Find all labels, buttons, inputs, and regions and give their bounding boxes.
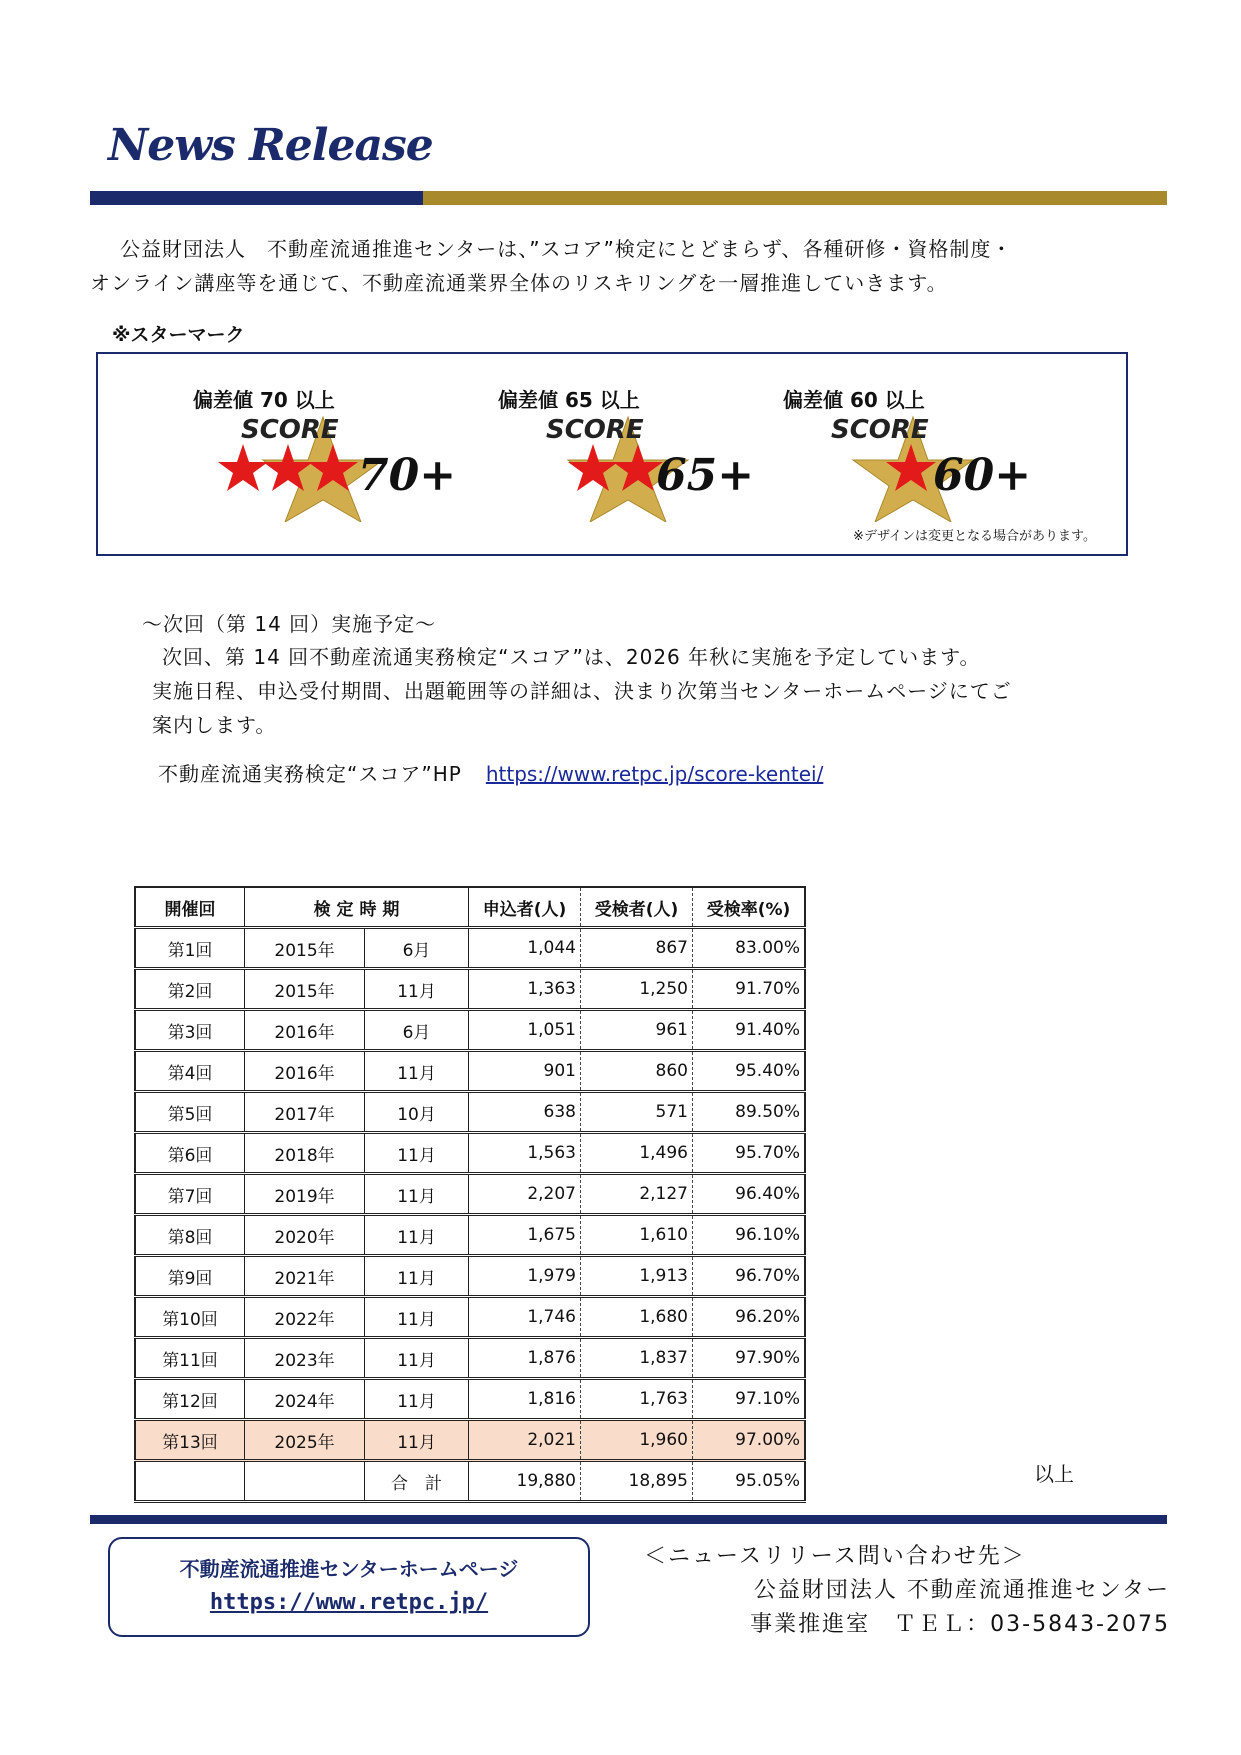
cell-month: 6月 [365,1010,469,1051]
cell-year: 2019年 [245,1174,365,1215]
cell-year: 2025年 [245,1420,365,1461]
news-release-title: News Release [108,120,433,171]
score-hp-line [158,758,823,787]
cell-examinees: 571 [581,1092,693,1133]
cell-applicants: 2,021 [469,1420,581,1461]
star-badge-60 [783,384,1063,534]
score-65-star-icon [518,412,768,522]
cell-examinees: 1,960 [581,1420,693,1461]
cell-applicants: 1,044 [469,928,581,969]
homepage-box [108,1537,590,1637]
cell-year: 2015年 [245,969,365,1010]
cell-examinees: 1,250 [581,969,693,1010]
cell-applicants: 2,207 [469,1174,581,1215]
contact-block [640,1540,1170,1642]
cell-examinees: 1,763 [581,1379,693,1420]
cell-month: 11月 [365,969,469,1010]
cell-examinees: 860 [581,1051,693,1092]
intro-paragraph [90,232,1170,300]
cell-rate: 89.50% [693,1092,806,1133]
table-row [135,1215,805,1256]
header-period: 検 定 時 期 [245,887,469,928]
table-row [135,969,805,1010]
cell-month: 11月 [365,1420,469,1461]
score-60-star-icon [803,412,1053,522]
cell-month: 11月 [365,1256,469,1297]
next-exam-body [152,640,1112,742]
score-word: SCORE [546,415,644,445]
cell-rate: 95.40% [693,1051,806,1092]
cell-applicants: 1,563 [469,1133,581,1174]
cell-empty [135,1461,245,1502]
contact-heading: ＜ニュースリリース問い合わせ先＞ [644,1544,1026,1569]
cell-applicants: 1,675 [469,1215,581,1256]
table-row [135,1092,805,1133]
cell-month: 11月 [365,1379,469,1420]
cell-month: 11月 [365,1297,469,1338]
table-row [135,1256,805,1297]
next-exam-line-1: 次回、第 14 回不動産流通実務検定“スコア”は、2026 年秋に実施を予定しています。 [162,645,981,669]
intro-line-2: オンライン講座等を通じて、不動産流通業界全体のリスキリングを一層推進していきます。 [90,271,948,295]
cell-round: 第13回 [135,1420,245,1461]
table-row [135,1051,805,1092]
next-exam-heading: ～次回（第 14 回）実施予定～ [142,612,437,636]
header-rate: 受検率(%) [693,887,806,928]
cell-month: 11月 [365,1051,469,1092]
cell-round: 第11回 [135,1338,245,1379]
cell-empty [245,1461,365,1502]
star-badge-70 [193,384,473,534]
table-row [135,1379,805,1420]
score-70-star-icon [213,412,463,522]
table-body [135,928,805,1502]
cell-round: 第6回 [135,1133,245,1174]
next-exam-line-3: 案内します。 [152,713,277,737]
contact-org: 公益財団法人 不動産流通推進センター [753,1578,1170,1603]
badge-label: 偏差値 70 以上 [193,388,335,412]
cell-applicants: 1,876 [469,1338,581,1379]
intro-line-1: 公益財団法人 不動産流通推進センターは、”スコア”検定にとどまらず、各種研修・資格制度・ [120,237,1013,261]
score-hp-label: 不動産流通実務検定“スコア”HP [158,762,462,786]
cell-rate: 96.40% [693,1174,806,1215]
cell-examinees: 961 [581,1010,693,1051]
cell-year: 2016年 [245,1010,365,1051]
closing-text: 以上 [1034,1462,1074,1486]
next-exam-line-2: 実施日程、申込受付期間、出題範囲等の詳細は、決まり次第当センターホームページにてご [152,679,1012,703]
cell-examinees: 867 [581,928,693,969]
cell-year: 2022年 [245,1297,365,1338]
cell-rate: 97.90% [693,1338,806,1379]
contact-dept: 事業推進室 ＴＥＬ：03-5843-2075 [750,1612,1170,1637]
header-round: 開催回 [135,887,245,928]
cell-rate: 97.00% [693,1420,806,1461]
cell-total-examinees: 18,895 [581,1461,693,1502]
score-value: 60+ [933,450,1032,501]
cell-applicants: 1,363 [469,969,581,1010]
cell-round: 第9回 [135,1256,245,1297]
cell-round: 第5回 [135,1092,245,1133]
table-row [135,1297,805,1338]
cell-rate: 95.70% [693,1133,806,1174]
score-value: 70+ [358,450,457,501]
header-bar-navy [90,191,423,205]
cell-applicants: 1,979 [469,1256,581,1297]
cell-round: 第2回 [135,969,245,1010]
cell-month: 6月 [365,928,469,969]
cell-year: 2021年 [245,1256,365,1297]
cell-month: 11月 [365,1215,469,1256]
cell-year: 2017年 [245,1092,365,1133]
cell-total-applicants: 19,880 [469,1461,581,1502]
cell-year: 2023年 [245,1338,365,1379]
homepage-title: 不動産流通推進センターホームページ [179,1557,519,1581]
cell-applicants: 1,051 [469,1010,581,1051]
cell-month: 11月 [365,1133,469,1174]
score-word: SCORE [241,415,339,445]
design-note: ※デザインは変更となる場合があります。 [853,529,1096,544]
cell-rate: 83.00% [693,928,806,969]
cell-month: 10月 [365,1092,469,1133]
score-word: SCORE [831,415,929,445]
cell-year: 2016年 [245,1051,365,1092]
cell-round: 第12回 [135,1379,245,1420]
table-row [135,1010,805,1051]
cell-applicants: 1,746 [469,1297,581,1338]
cell-round: 第8回 [135,1215,245,1256]
table-header-row [135,887,805,928]
cell-rate: 91.40% [693,1010,806,1051]
cell-rate: 96.70% [693,1256,806,1297]
cell-total-label: 合 計 [365,1461,469,1502]
cell-year: 2015年 [245,928,365,969]
cell-round: 第3回 [135,1010,245,1051]
cell-examinees: 1,913 [581,1256,693,1297]
table-row [135,1420,805,1461]
cell-rate: 91.70% [693,969,806,1010]
cell-rate: 97.10% [693,1379,806,1420]
cell-year: 2020年 [245,1215,365,1256]
cell-rate: 96.10% [693,1215,806,1256]
cell-examinees: 1,680 [581,1297,693,1338]
score-value: 65+ [656,450,755,501]
homepage-link[interactable]: https://www.retpc.jp/ [209,1590,489,1615]
cell-round: 第1回 [135,928,245,969]
cell-round: 第10回 [135,1297,245,1338]
badge-label: 偏差値 65 以上 [498,388,640,412]
cell-round: 第4回 [135,1051,245,1092]
cell-examinees: 1,496 [581,1133,693,1174]
cell-round: 第7回 [135,1174,245,1215]
star-mark-heading: ※スターマーク [112,324,245,346]
cell-year: 2024年 [245,1379,365,1420]
table-row [135,1174,805,1215]
cell-applicants: 638 [469,1092,581,1133]
cell-examinees: 1,837 [581,1338,693,1379]
badge-label: 偏差値 60 以上 [783,388,925,412]
table-row [135,928,805,969]
header-bar-gold [423,191,1167,205]
cell-month: 11月 [365,1174,469,1215]
star-mark-box [96,352,1128,556]
header-examinees: 受検者(人) [581,887,693,928]
cell-applicants: 1,816 [469,1379,581,1420]
star-badge-65 [498,384,778,534]
table-total-row [135,1461,805,1502]
header-applicants: 申込者(人) [469,887,581,928]
cell-applicants: 901 [469,1051,581,1092]
score-hp-link[interactable]: https://www.retpc.jp/score-kentei/ [485,762,824,786]
cell-examinees: 1,610 [581,1215,693,1256]
cell-year: 2018年 [245,1133,365,1174]
cell-rate: 96.20% [693,1297,806,1338]
table-row [135,1338,805,1379]
cell-examinees: 2,127 [581,1174,693,1215]
cell-total-rate: 95.05% [693,1461,806,1502]
table-row [135,1133,805,1174]
cell-month: 11月 [365,1338,469,1379]
footer-bar [90,1515,1167,1524]
exam-stats-table [134,886,806,1503]
